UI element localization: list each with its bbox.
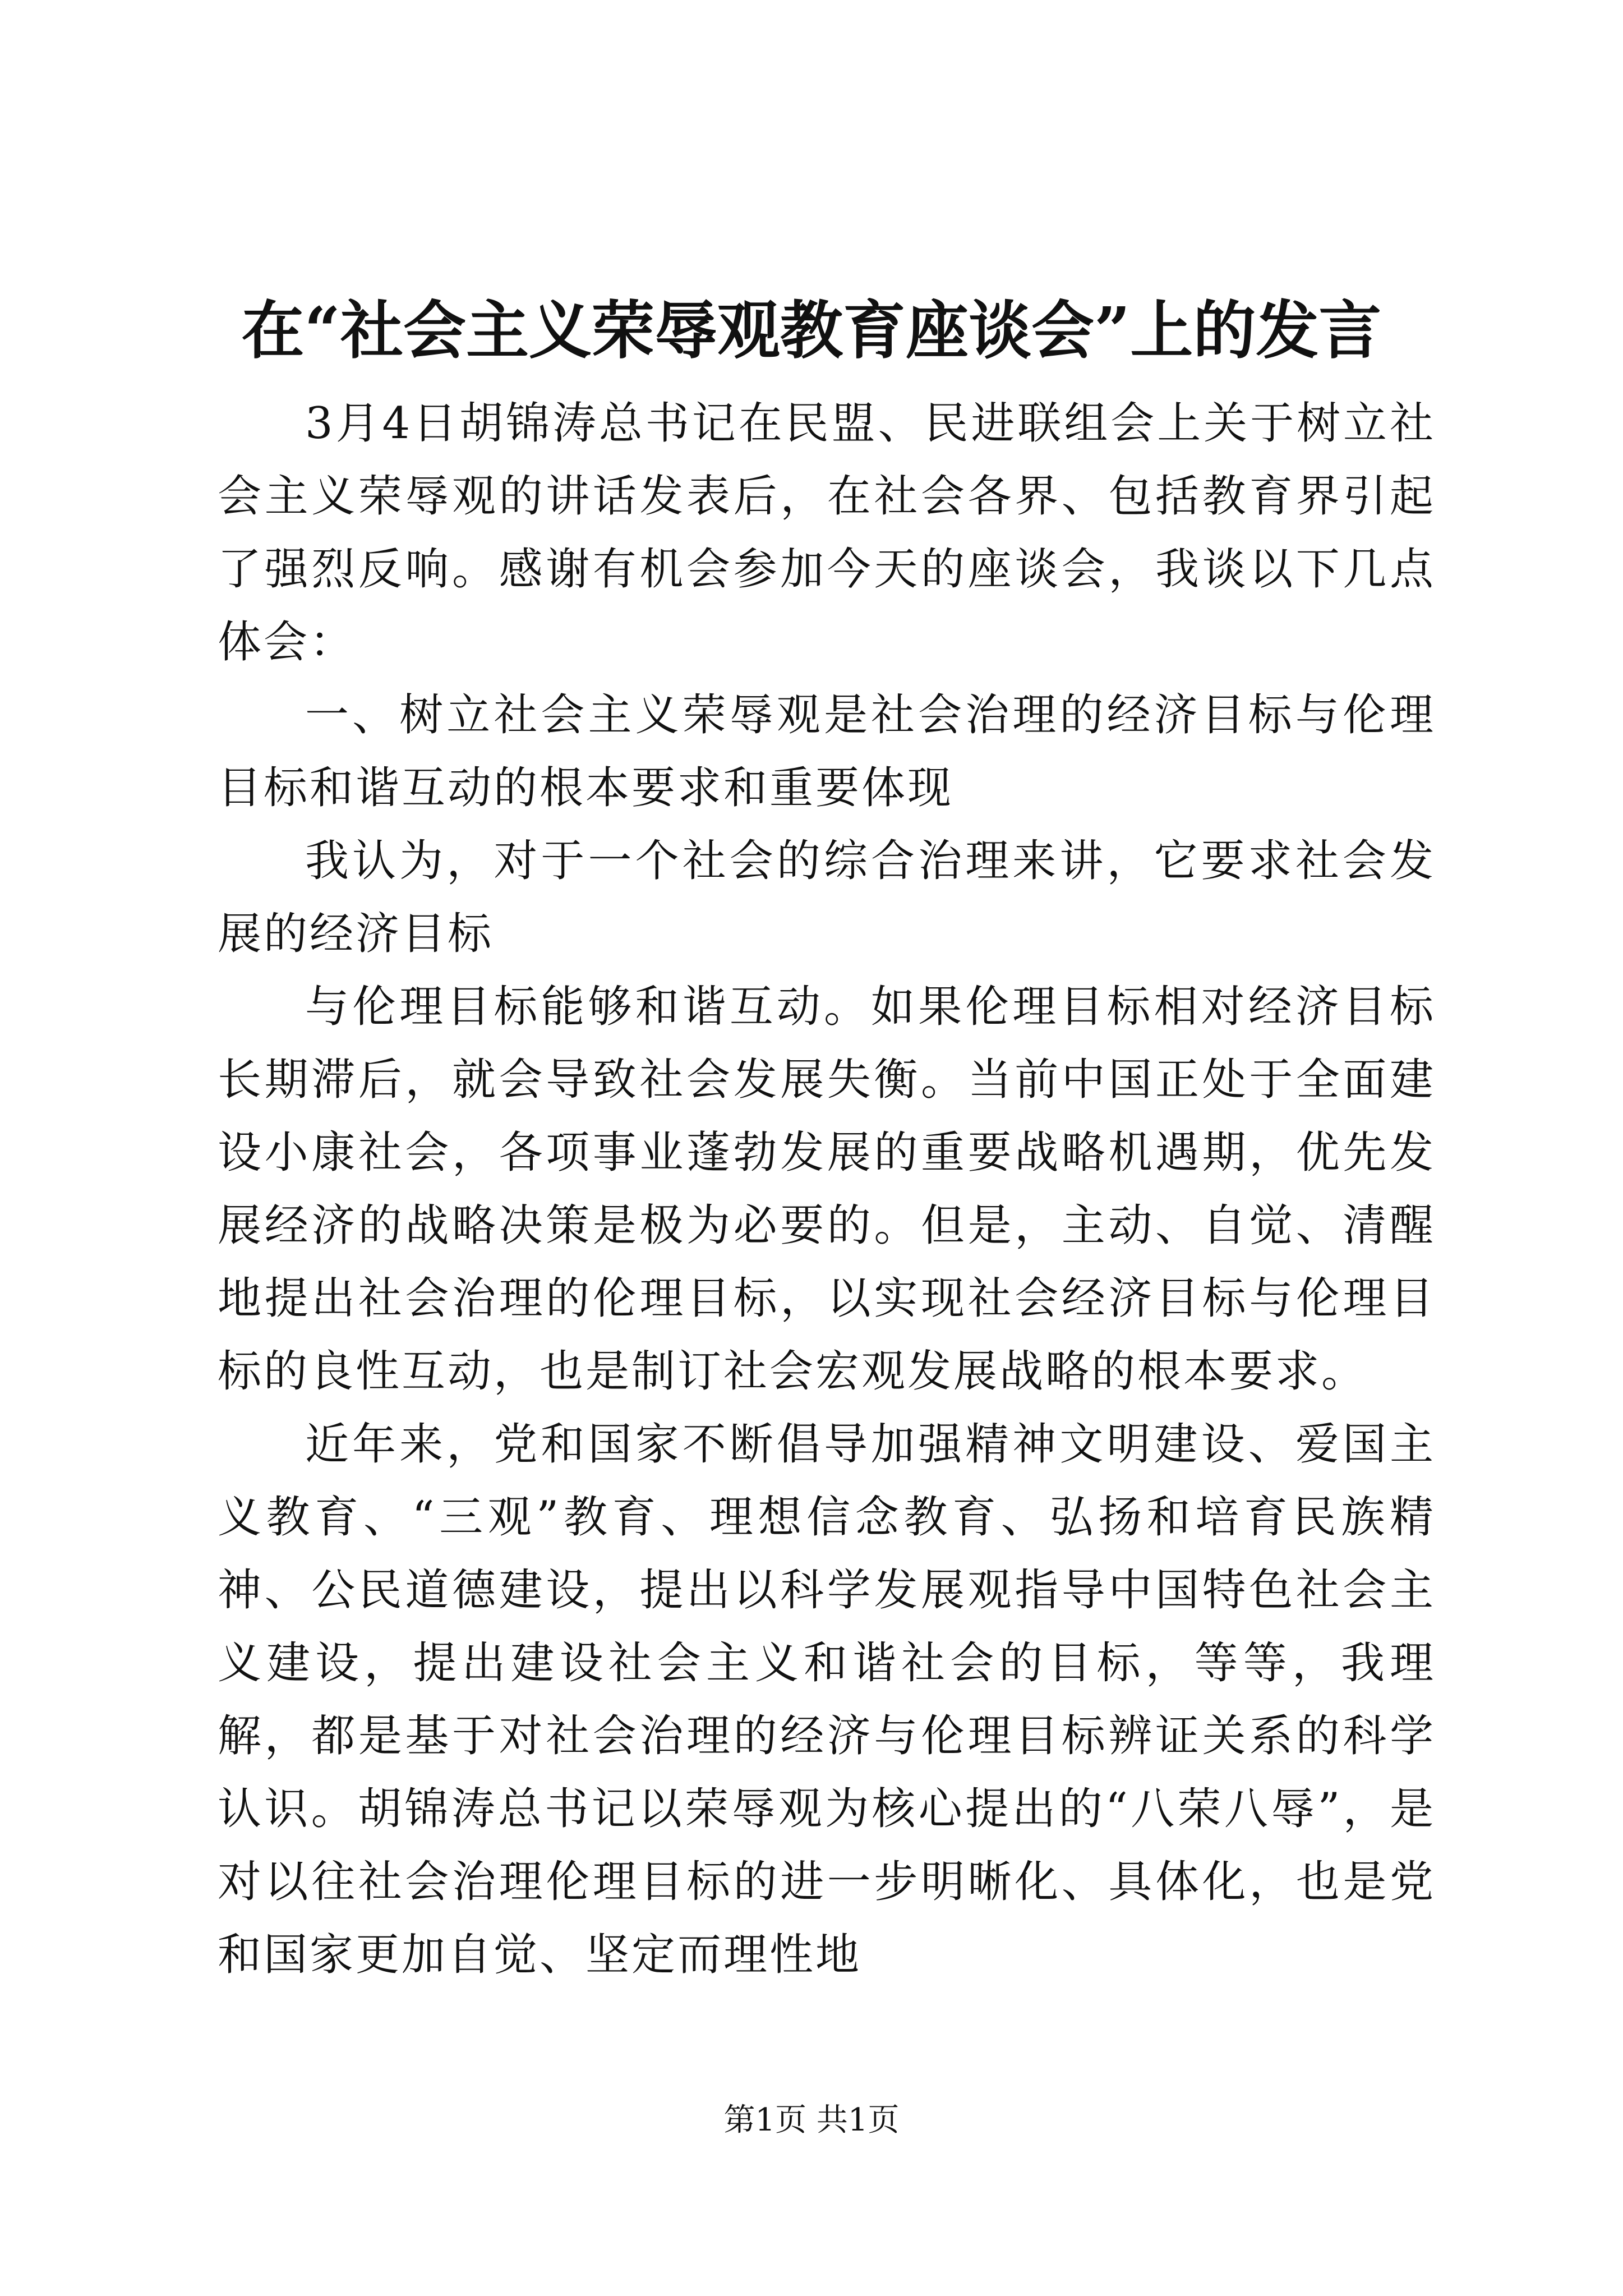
paragraph-1: 3月4日胡锦涛总书记在民盟、民进联组会上关于树立社会主义荣辱观的讲话发表后，在社会各界、包括教育界引起了强烈反响。感谢有机会参加今天的座谈会，我谈以下几点体会： [218, 398, 1436, 668]
paragraph-4: 与伦理目标能够和谐互动。如果伦理目标相对经济目标长期滞后，就会导致社会发展失衡。当前中国正处于全面建设小康社会，各项事业蓬勃发展的重要战略机遇期，优先发展经济的战略决策是极为必要的。但是，主动、自觉、清醒地提出社会治理的伦理目标，以实现社会经济目标与伦理目标的良性互动，也是制订社会宏观发展战略的根本要求。 [218, 982, 1436, 1397]
paragraph-2: 一、树立社会主义荣辱观是社会治理的经济目标与伦理目标和谐互动的根本要求和重要体现 [218, 690, 1436, 813]
paragraph-3: 我认为，对于一个社会的综合治理来讲，它要求社会发展的经济目标 [218, 836, 1436, 959]
document-body [218, 387, 1436, 1991]
page-footer: 第1页 共1页 [723, 2102, 900, 2138]
document-title: 在“社会主义荣辱观教育座谈会”上的发言 [241, 294, 1382, 367]
paragraph-5: 近年来，党和国家不断倡导加强精神文明建设、爱国主义教育、“三观”教育、理想信念教育、弘扬和培育民族精神、公民道德建设，提出以科学发展观指导中国特色社会主义建设，提出建设社会主义和谐社会的目标，等等，我理解，都是基于对社会治理的经济与伦理目标辨证关系的科学认识。胡锦涛总书记以荣辱观为核心提出的“八荣八辱”，是对以往社会治理伦理目标的进一步明晰化、具体化，也是党和国家更加自觉、坚定而理性地 [218, 1419, 1436, 1980]
